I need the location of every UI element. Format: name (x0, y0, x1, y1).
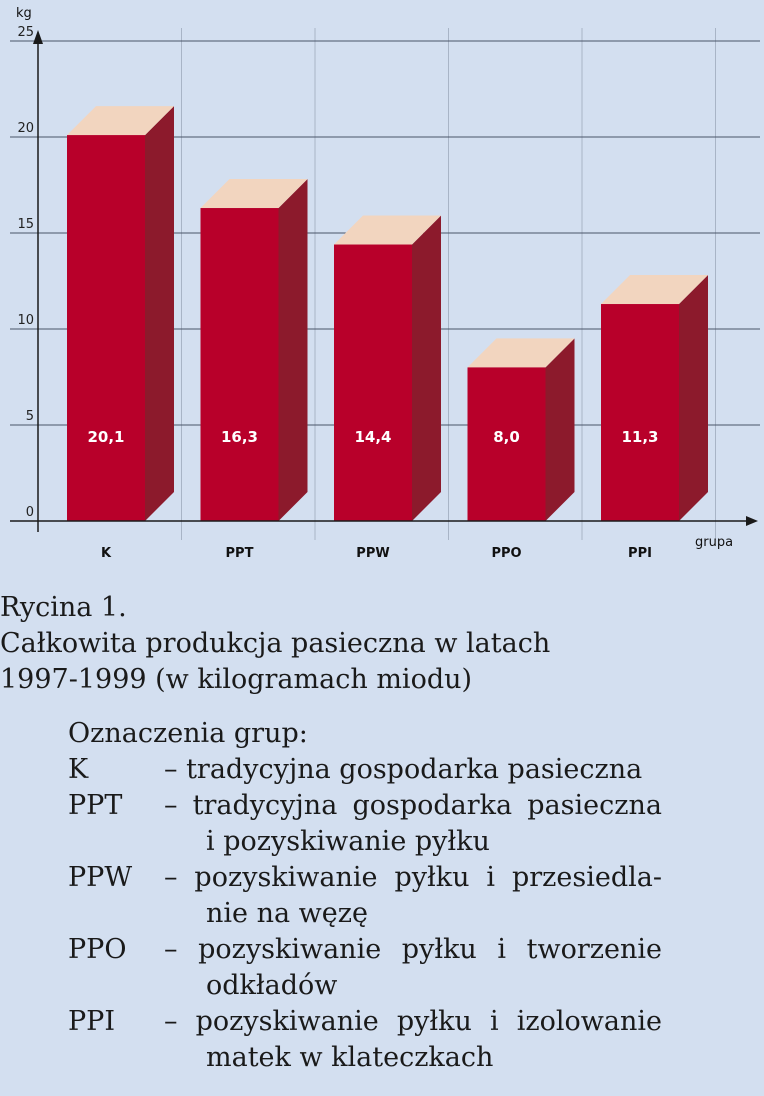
bar-side (279, 179, 308, 521)
legend-desc-line: matek w klateczkach (206, 1042, 494, 1073)
bar-value-label: 8,0 (493, 428, 520, 446)
bar-side (546, 338, 575, 521)
legend-item (68, 860, 662, 932)
caption-line-1: Całkowita produkcja pasieczna w latach (0, 628, 551, 659)
y-tick-label: 10 (17, 313, 34, 328)
legend-desc-line: i pozyskiwanie pyłku (206, 826, 490, 857)
legend-desc-line: – pozyskiwanie pyłku i tworzenie (164, 934, 662, 965)
bar (601, 275, 708, 521)
bar (334, 216, 441, 521)
caption-label: Rycina 1. (0, 592, 127, 623)
y-tick-label: 25 (17, 25, 34, 40)
legend-abbr: PPI (68, 1006, 115, 1037)
legend-abbr: PPW (68, 862, 133, 893)
x-category-label: PPT (225, 546, 254, 561)
bar-front (67, 135, 145, 521)
legend-abbr: PPO (68, 934, 127, 965)
bar-side (412, 216, 441, 521)
y-tick-label: 0 (25, 505, 34, 520)
x-axis-unit-label: grupa (695, 535, 734, 550)
legend-item (68, 1004, 662, 1076)
caption-line-2: 1997-1999 (w kilogramach miodu) (0, 664, 473, 695)
legend-desc (164, 860, 662, 932)
legend-abbr: PPT (68, 790, 123, 821)
bar-value-label: 14,4 (354, 428, 392, 446)
bar-value-label: 20,1 (87, 428, 125, 446)
bar-side (679, 275, 708, 521)
legend-abbr: K (68, 754, 89, 785)
legend-desc-line: – tradycyjna gospodarka pasieczna (164, 754, 643, 785)
bar-value-label: 11,3 (621, 428, 659, 446)
bar-side (145, 106, 174, 521)
bar (468, 338, 575, 521)
legend-desc-line: nie na węzę (206, 898, 368, 929)
bar-front (201, 208, 279, 521)
x-axis-arrow (746, 516, 758, 526)
y-tick-label: 15 (17, 217, 34, 232)
legend-desc-line: – pozyskiwanie pyłku i przesiedla- (164, 862, 662, 893)
y-tick-label: 20 (17, 121, 34, 136)
y-axis-arrow (33, 30, 43, 44)
legend-desc (164, 932, 662, 1004)
legend-title: Oznaczenia grup: (68, 718, 308, 749)
y-axis-unit-label: kg (16, 6, 32, 21)
bar (201, 179, 308, 521)
bar-value-label: 16,3 (220, 428, 259, 446)
bar (67, 106, 174, 521)
legend-desc-line: – tradycyjna gospodarka pasieczna (164, 790, 662, 821)
legend-item (68, 752, 662, 788)
y-tick-label: 5 (25, 409, 34, 424)
legend-desc (164, 752, 662, 788)
group-legend (68, 716, 662, 1076)
x-category-label: PPI (628, 546, 652, 561)
legend-desc-line: – pozyskiwanie pyłku i izolowanie (164, 1006, 662, 1037)
x-category-label: K (100, 546, 112, 561)
bar-front (601, 304, 679, 521)
legend-item (68, 932, 662, 1004)
legend-desc (164, 1004, 662, 1076)
x-category-label: PPW (356, 546, 390, 561)
legend-desc-line: odkładów (206, 970, 338, 1001)
bar-front (334, 245, 412, 521)
x-category-label: PPO (491, 546, 522, 561)
legend-desc (164, 788, 662, 860)
bars-layer (67, 106, 708, 521)
legend-item (68, 788, 662, 860)
figure-caption (0, 590, 550, 698)
